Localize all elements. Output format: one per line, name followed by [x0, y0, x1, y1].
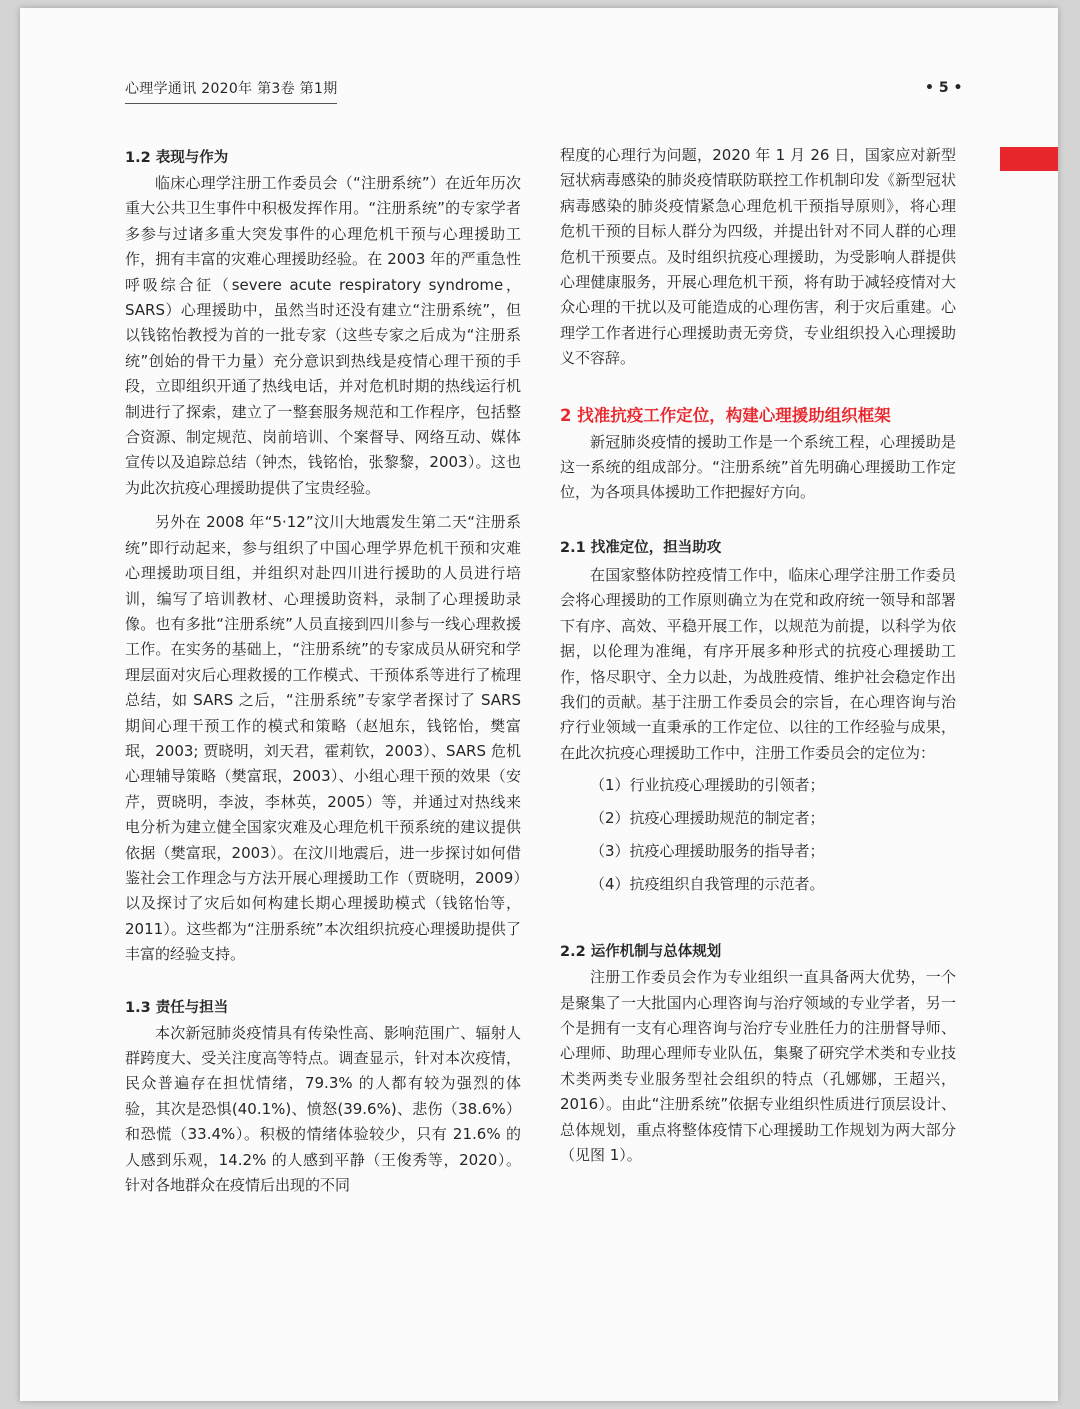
paragraph: 注册工作委员会作为专业组织一直具备两大优势，一个是聚集了一大批国内心理咨询与治疗领域的专业学者，另一个是拥有一支有心理咨询与治疗专业胜任力的注册督导师、心理师、助理心理师专业队伍，集聚了研究学术类和专业技术类两类专业服务型社会组织的特点（孔娜娜，王超兴，2016）。由此“注册系统”依据专业组织性质进行顶层设计、总体规划，重点将整体疫情下心理援助工作规划为两大部分（见图 1）。 [560, 968, 956, 1164]
paragraph: 本次新冠肺炎疫情具有传染性高、影响范围广、辐射人群跨度大、受关注度高等特点。调查显示，针对本次疫情，民众普遍存在担忧情绪，79.3% 的人都有较为强烈的体验，其次是恐惧(40.1%)、愤怒(39.6%)、悲伤（38.6%）和恐慌（33.4%）。积极的情绪体验较少，只有 21.6% 的人感到乐观，14.2% 的人感到平静（王俊秀等，2020）。针对各地群众在疫情后出现的不同 [125, 1023, 521, 1195]
section-heading-2: 2 找准抗疫工作定位，构建心理援助组织框架 [560, 405, 891, 425]
section-heading-1-2: 1.2 表现与作为 [125, 150, 229, 166]
paragraph: 另外在 2008 年“5·12”汶川大地震发生第二天“注册系统”即行动起来，参与组织了中国心理学界危机干预和灾难心理援助项目组，并组织对赴四川进行援助的人员进行培训，编写了培训教材、心理援助资料，录制了心理援助录像。也有多批“注册系统”人员直接到四川参与一线心理救援工作。在实务的基础上，“注册系统”的专家成员从研究和学理层面对灾后心理救援的工作模式、干预体系等进行了梳理总结，如 SARS 之后，“注册系统”专家学者探讨了 SARS 期间心理干预工作的模式和策略（赵旭东，钱铭怡，樊富珉，2003; 贾晓明，刘天君，霍莉钦，2003）、SARS 危机心理辅导策略（樊富珉，2003）、小组心理干预的效果（安芹，贾晓明，李波，李林英，2005）等，并通过对热线来电分析为建立健全国家灾难及心理危机干预系统的建议提供依据（樊富珉，2003）。在汶川地震后，进一步探讨如何借鉴社会工作理念与方法开展心理援助工作（贾晓明，2009）以及探讨了灾后如何构建长期心理援助模式（钱铭怡等，2011）。这些都为“注册系统”本次组织抗疫心理援助提供了丰富的经验支持。 [125, 513, 521, 964]
right-column [560, 143, 956, 1168]
paragraph: 新冠肺炎疫情的援助工作是一个系统工程，心理援助是这一系统的组成部分。“注册系统”首先明确心理援助工作定位，为各项具体援助工作把握好方向。 [560, 432, 956, 502]
section-heading-2-2: 2.2 运作机制与总体规划 [560, 944, 722, 961]
role-list-item: （3）抗疫心理援助服务的指导者； [590, 842, 825, 861]
role-list-item: （4）抗疫组织自我管理的示范者。 [590, 875, 825, 894]
left-column [125, 146, 521, 1198]
running-header-journal: 心理学通讯 2020年 第3卷 第1期 [125, 81, 338, 97]
red-section-tab [1000, 147, 1058, 171]
role-list-item: （1）行业抗疫心理援助的引领者； [590, 776, 825, 795]
paragraph: 在国家整体防控疫情工作中，临床心理学注册工作委员会将心理援助的工作原则确立为在党和政府统一领导和部署下有序、高效、平稳开展工作，以规范为前提，以科学为依据，以伦理为准绳，有序开展多种形式的抗疫心理援助工作，恪尽职守、全力以赴，为战胜疫情、维护社会稳定作出我们的贡献。基于注册工作委员会的宗旨，在心理咨询与治疗行业领域一直秉承的工作定位、以往的工作经验与成果，在此次抗疫心理援助工作中，注册工作委员会的定位为： [560, 565, 956, 762]
paragraph: 程度的心理行为问题，2020 年 1 月 26 日，国家应对新型冠状病毒感染的肺炎疫情联防联控工作机制印发《新型冠状病毒感染的肺炎疫情紧急心理危机干预指导原则》，将心理危机干预的目标人群分为四级，并提出针对不同人群的心理危机干预要点。及时组织抗疫心理援助，为受影响人群提供心理健康服务，开展心理危机干预，将有助于减轻疫情对大众心理的干扰以及可能造成的心理伤害，利于灾后重建。心理学工作者进行心理援助责无旁贷，专业组织投入心理援助义不容辞。 [560, 146, 956, 368]
header-underline [125, 103, 337, 104]
paragraph: 临床心理学注册工作委员会（“注册系统”）在近年历次重大公共卫生事件中积极发挥作用。“注册系统”的专家学者多参与过诸多重大突发事件的心理危机干预与心理援助工作，拥有丰富的灾难心理援助经验。在 2003 年的严重急性呼吸综合征（severe acute respiratory syndrome，SARS）心理援助中，虽然当时还没有建立“注册系统”，但以钱铭怡教授为首的一批专家（这些专家之后成为“注册系统”创始的骨干力量）充分意识到热线是疫情心理干预的手段，立即组织开通了热线电话，并对危机时期的热线运行机制进行了探索，建立了一整套服务规范和工作程序，包括整合资源、制定规范、岗前培训、个案督导、网络互动、媒体宣传以及追踪总结（钟杰，钱铭怡，张黎黎，2003）。这也为此次抗疫心理援助提供了宝贵经验。 [125, 174, 521, 497]
section-heading-2-1: 2.1 找准定位，担当助攻 [560, 539, 722, 556]
section-heading-1-3: 1.3 责任与担当 [125, 999, 229, 1016]
page-number: • 5 • [925, 80, 963, 96]
role-list-item: （2）抗疫心理援助规范的制定者； [590, 809, 825, 828]
journal-page [20, 8, 1058, 1401]
